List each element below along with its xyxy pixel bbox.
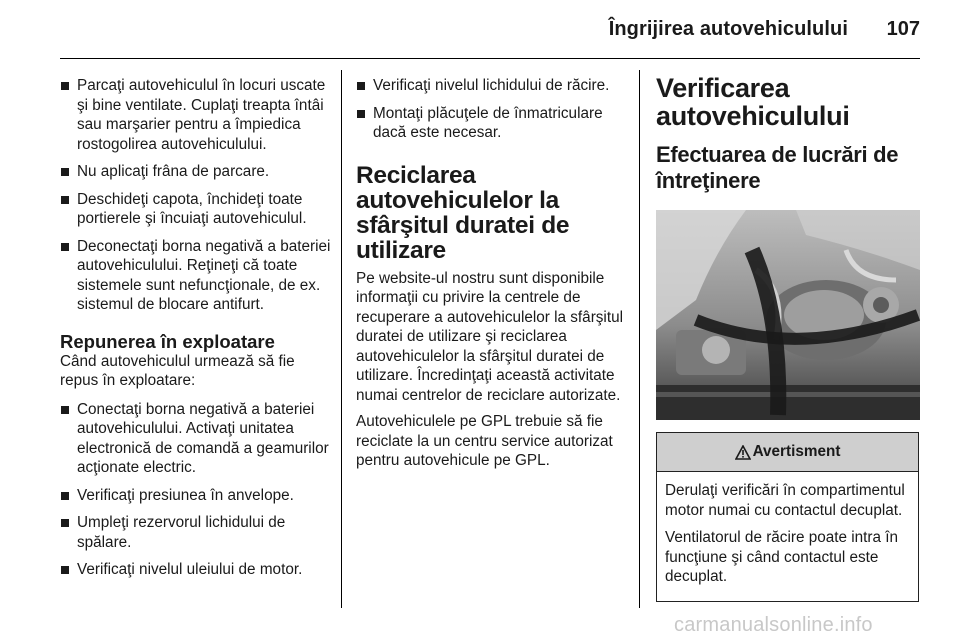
column-divider: [639, 70, 640, 608]
square-bullet-icon: [61, 243, 69, 251]
square-bullet-icon: [357, 110, 365, 118]
list-item: Conectaţi borna negativă a bateriei autovehiculului. Activaţi unitatea electronică de comandă a geamurilor acţionate electric.: [60, 400, 334, 478]
square-bullet-icon: [61, 492, 69, 500]
warning-triangle-icon: [735, 445, 751, 460]
square-bullet-icon: [61, 519, 69, 527]
square-bullet-icon: [357, 82, 365, 90]
list-item: Nu aplicaţi frâna de parcare.: [60, 162, 334, 182]
list-item: Montaţi plăcuţele de înmatriculare dacă este necesar.: [356, 104, 624, 143]
warning-header: [657, 433, 918, 472]
column-3: [656, 74, 920, 602]
watermark: carmanualsonline.info: [674, 614, 873, 636]
paragraph: Pe website-ul nostru sunt disponibile informaţii cu privire la centrele de recuperare a autovehiculelor la sfârşitul duratei de utilizare şi reciclarea autovehiculelor la sfârşitul duratei de utilizare. Încredinţaţi această activitate numai centrelor de reciclare autorizate.: [356, 269, 623, 404]
column-2: [356, 76, 624, 478]
column-divider: [341, 70, 342, 608]
engine-bay-photo: [656, 210, 920, 420]
column-1: [60, 76, 334, 588]
header-rule: [60, 58, 920, 59]
list-item: Verificaţi nivelul uleiului de motor.: [60, 560, 334, 580]
intro-paragraph: Când autovehiculul urmează să fie repus în exploatare:: [60, 352, 295, 389]
bullet-list: [60, 400, 334, 580]
bullet-list: [60, 76, 334, 315]
engine-bay-illustration: [656, 210, 920, 420]
section-heading: Reciclarea autovehiculelor la sfârşitul duratei de utilizare: [356, 161, 570, 264]
chapter-title: Verificarea autovehiculului: [656, 73, 850, 131]
page-number: 107: [886, 18, 920, 40]
list-item: Deschideţi capota, închideţi toate portierele şi încuiaţi autovehiculul.: [60, 190, 334, 229]
square-bullet-icon: [61, 566, 69, 574]
warning-paragraph: Derulaţi verificări în compartimentul motor numai cu contactul decuplat.: [665, 482, 905, 519]
square-bullet-icon: [61, 196, 69, 204]
running-header-title: Îngrijirea autovehiculului: [608, 18, 848, 40]
section-heading: Repunerea în exploatare: [60, 330, 275, 352]
list-item: Deconectaţi borna negativă a bateriei autovehiculului. Reţineţi că toate sistemele sunt nefuncţionale, de ex. sistemul de blocare antifurt.: [60, 237, 334, 315]
warning-box: [656, 432, 919, 602]
warning-paragraph: Ventilatorul de răcire poate intra în funcţiune şi când contactul este decuplat.: [665, 529, 898, 585]
list-item: Verificaţi nivelul lichidului de răcire.: [356, 76, 624, 96]
warning-body: [657, 472, 918, 601]
warning-title: Avertisment: [752, 443, 841, 461]
paragraph: Autovehiculele pe GPL trebuie să fie reciclate la un centru service autorizat pentru autovehicule pe GPL.: [356, 413, 613, 469]
square-bullet-icon: [61, 82, 69, 90]
subsection-title: Efectuarea de lucrări de întreţinere: [656, 142, 899, 193]
list-item: Umpleţi rezervorul lichidului de spălare.: [60, 513, 334, 552]
list-item: Parcaţi autovehiculul în locuri uscate şi bine ventilate. Cuplaţi treapta întâi sau marşarier pentru a împiedica rostogolirea autovehiculului.: [60, 76, 334, 154]
list-item: Verificaţi presiunea în anvelope.: [60, 486, 334, 506]
bullet-list: [356, 76, 624, 143]
square-bullet-icon: [61, 168, 69, 176]
square-bullet-icon: [61, 406, 69, 414]
